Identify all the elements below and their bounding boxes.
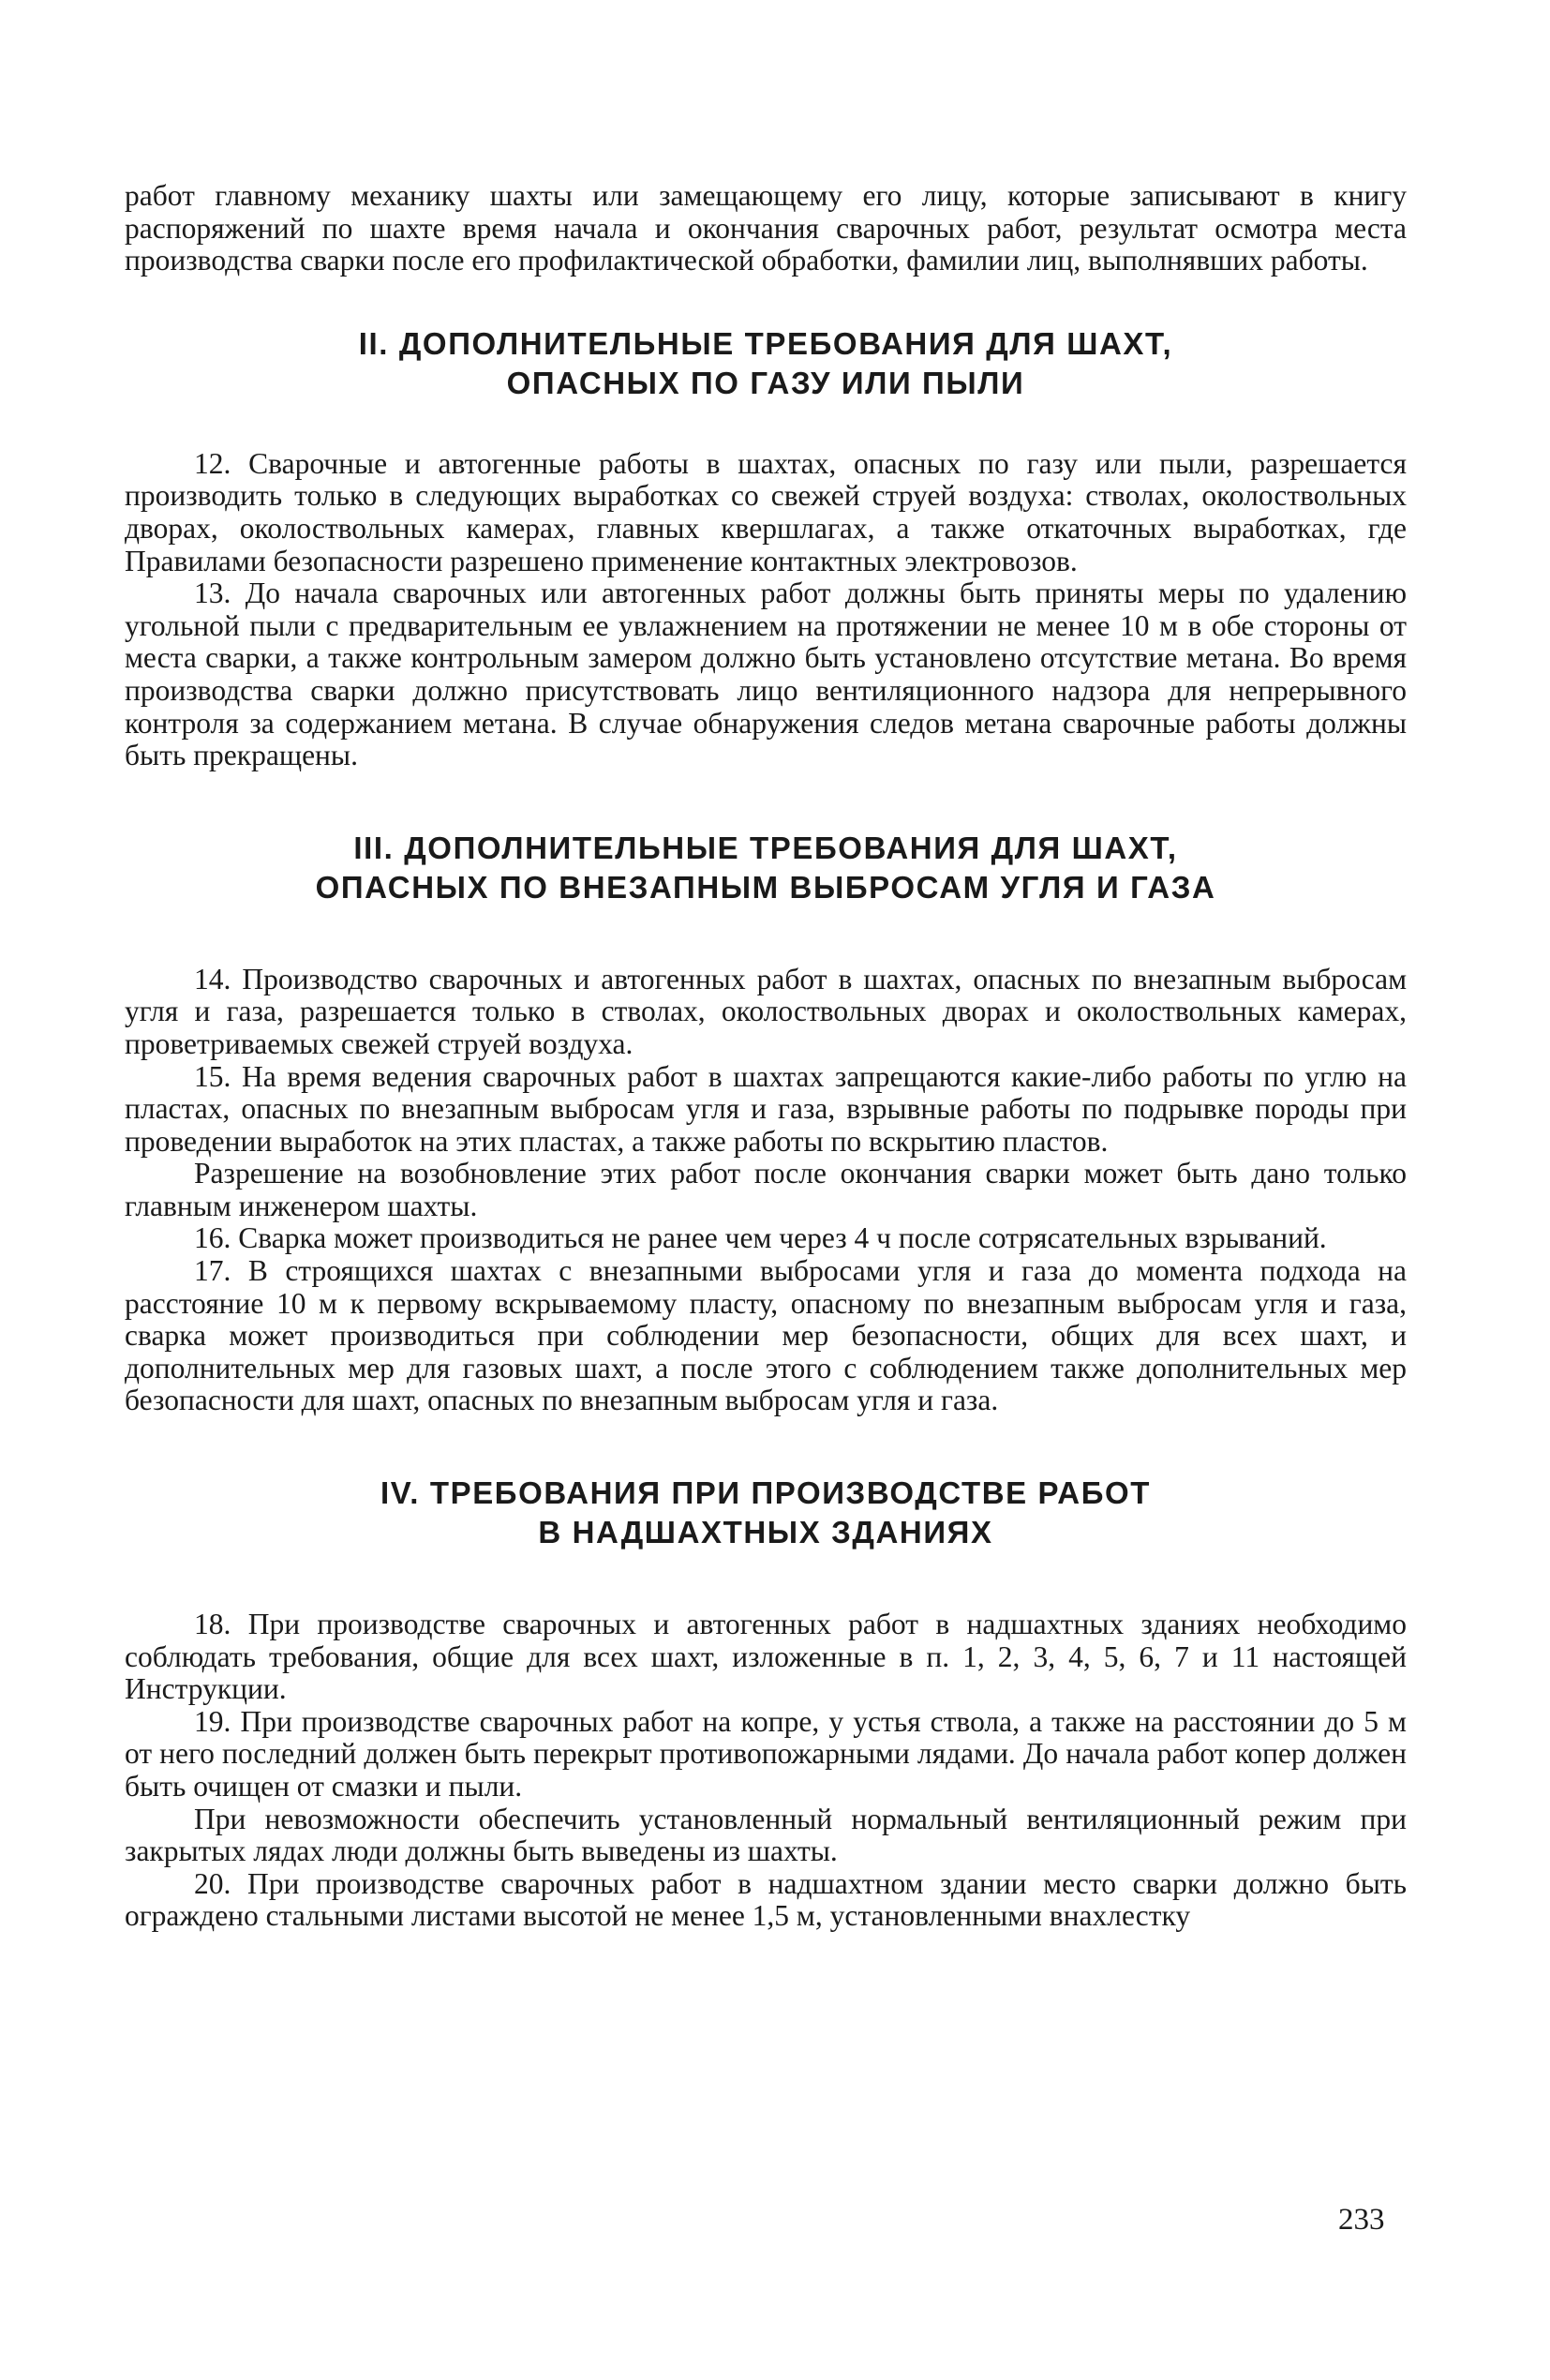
- paragraph-17: 17. В строящихся шахтах с внезапными выбросами угля и газа до момента подхода на расстояние 10 м к первому вскрываемому пласту, опасному по внезапным выбросам угля и газа, сварка может производиться при соблюдении мер безопасности, общих для всех шахт, и дополнительных мер для газовых шахт, а после этого с соблюдением также дополнительных мер безопасности для шахт, опасных по внезапным выбросам угля и газа.: [125, 1254, 1407, 1417]
- paragraph-19: 19. При производстве сварочных работ на копре, у устья ствола, а также на расстоянии до 5 м от него последний должен быть перекрыт противопожарными лядами. До начала работ копер должен быть очищен от смазки и пыли.: [125, 1704, 1407, 1803]
- paragraph-15-continuation: Разрешение на возобновление этих работ после окончания сварки может быть дано только главным инженером шахты.: [125, 1157, 1407, 1222]
- paragraph-15: 15. На время ведения сварочных работ в шахтах запрещаются какие-либо работы по углю на пластах, опасных по внезапным выбросам угля и газа, взрывные работы по подрывке породы при проведении выработок на этих пластах, а также работы по вскрытию пластов.: [125, 1059, 1407, 1158]
- section-4-heading-line-1: IV. ТРЕБОВАНИЯ ПРИ ПРОИЗВОДСТВЕ РАБОТ: [380, 1475, 1152, 1511]
- section-3-heading-line-1: III. ДОПОЛНИТЕЛЬНЫЕ ТРЕБОВАНИЯ ДЛЯ ШАХТ,: [353, 830, 1178, 865]
- section-3-heading-line-2: ОПАСНЫХ ПО ВНЕЗАПНЫМ ВЫБРОСАМ УГЛЯ И ГАЗА: [315, 869, 1216, 905]
- paragraph-16: 16. Сварка может производиться не ранее чем через 4 ч после сотрясательных взрываний.: [194, 1221, 1327, 1255]
- paragraph-12: 12. Сварочные и автогенные работы в шахтах, опасных по газу или пыли, разрешается производить только в следующих выработках со свежей струей воздуха: стволах, околоствольных дворах, околоствольных камерах, главных квершлагах, а также откаточных выработках, где Правилами безопасности разрешено применение контактных электровозов.: [125, 446, 1407, 577]
- section-3-heading: [125, 829, 1407, 907]
- page-number: 233: [1338, 2203, 1385, 2237]
- paragraph-20: 20. При производстве сварочных работ в надшахтном здании место сварки должно быть ограждено стальными листами высотой не менее 1,5 м, установленными внахлестку: [125, 1866, 1407, 1933]
- section-4-heading-line-2: В НАДШАХТНЫХ ЗДАНИЯХ: [538, 1515, 993, 1550]
- section-4-heading: [125, 1474, 1407, 1552]
- paragraph-18: 18. При производстве сварочных и автогенных работ в надшахтных зданиях необходимо соблюдать требования, общие для всех шахт, изложенные в п. 1, 2, 3, 4, 5, 6, 7 и 11 настоящей Инструкции.: [125, 1608, 1407, 1706]
- section-2-heading-line-2: ОПАСНЫХ ПО ГАЗУ ИЛИ ПЫЛИ: [506, 365, 1025, 400]
- section-2-heading-line-1: II. ДОПОЛНИТЕЛЬНЫЕ ТРЕБОВАНИЯ ДЛЯ ШАХТ,: [358, 325, 1173, 361]
- document-page: [125, 180, 1407, 1933]
- section-2-heading: [125, 324, 1407, 403]
- paragraph-19-continuation: При невозможности обеспечить установленный нормальный вентиляционный режим при закрытых лядах люди должны быть выведены из шахты.: [125, 1802, 1407, 1868]
- opening-paragraph: работ главному механику шахты или замещающему его лицу, которые записывают в книгу распоряжений по шахте время начала и окончания сварочных работ, результат осмотра места производства сварки после его профилактической обработки, фамилии лиц, выполнявших работы.: [125, 179, 1407, 277]
- paragraph-14: 14. Производство сварочных и автогенных работ в шахтах, опасных по внезапным выбросам угля и газа, разрешается только в стволах, околоствольных дворах и околоствольных камерах, проветриваемых свежей струей воздуха.: [125, 962, 1407, 1060]
- paragraph-13: 13. До начала сварочных или автогенных работ должны быть приняты меры по удалению угольной пыли с предварительным ее увлажнением на протяжении не менее 10 м в обе стороны от места сварки, а также контрольным замером должно быть установлено отсутствие метана. Во время производства сварки должно присутствовать лицо вентиляционного надзора для непрерывного контроля за содержанием метана. В случае обнаружения следов метана сварочные работы должны быть прекращены.: [125, 576, 1407, 772]
